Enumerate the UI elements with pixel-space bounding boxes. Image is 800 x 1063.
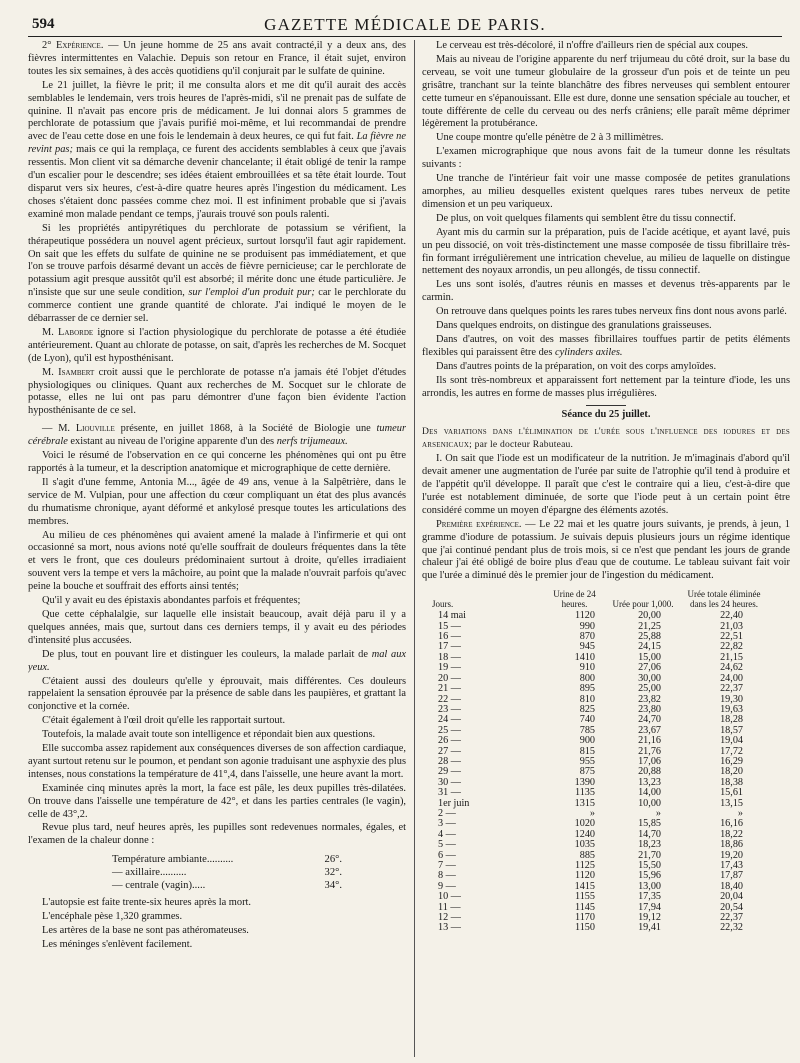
table-cell: 24,70	[638, 714, 661, 726]
table-cell: 22,32	[720, 922, 743, 934]
table-cell: 17,87	[720, 870, 743, 882]
table-cell: 24,00	[720, 672, 743, 684]
paragraph: C'était également à l'œil droit qu'elle les rapportait surtout.	[42, 715, 286, 727]
paragraph: Le cerveau est très-décoloré, il n'offre d'ailleurs rien de spécial aux coupes.	[436, 40, 748, 51]
paragraph: Dans d'autres points de la préparation, on voit des corps amyloïdes.	[436, 360, 717, 372]
table-cell: 1415	[574, 880, 595, 892]
paragraph: Au milieu de ces phénomènes qui avaient amené la malade à l'infirmerie et qui ont occasionné sa mort, nous avions noté qu'elle souffrait de douleurs fréquentes dans la tête et vers le front, que ces douleurs prédominaient surtout à droite, qu'elles irradiaient souvent vers la tempe et vers la mâchoire, au point que la malade n'ouvrait parfois qu'avec peine la bouche et souffrait des efforts ainsi tentés;	[28, 529, 406, 593]
table-cell: 15,96	[638, 870, 661, 882]
table-cell: 23,80	[638, 703, 661, 715]
table-cell: 870	[579, 631, 595, 643]
paragraph: Les artères de la base ne sont pas athéromateuses.	[42, 925, 249, 937]
table-cell: 24,62	[720, 662, 743, 674]
table-cell: 22,82	[720, 641, 743, 653]
table-cell: 20,54	[720, 901, 743, 913]
paragraph: Elle succomba assez rapidement aux conséquences diverses de son affection cardiaque, ayant surtout retenu sur le poumon, et pendant son agonie traduisant une asphyxie des plus intenses, nous constations la température de 41°,4, dans l'aisselle, une heure avant la mort.	[28, 743, 406, 780]
paragraph: — M. Liouville présente, en juillet 1868, à la Société de Biologie une tumeur cérébrale existant au niveau de l'origine apparente d'un des nerfs trijumeaux.	[28, 423, 406, 448]
table-cell: 24 —	[438, 715, 461, 726]
table-cell: 22,37	[720, 683, 743, 695]
table-cell: 19,12	[638, 912, 661, 924]
table-cell: 18,22	[720, 828, 743, 840]
paragraph: 2° Expérience. — Un jeune homme de 25 ans avait contracté,il y a deux ans, des fièvres intermittentes en Valachie. Depuis son retour en France, il était sujet, environ toutes les six semaines, à des accès quotidiens qu'il conjurait par le sulfate de quinine.	[28, 40, 406, 77]
table-cell: 23,67	[638, 724, 661, 736]
column-header: Urée pour 1,000.	[612, 599, 674, 610]
table-cell: 1er juin	[438, 798, 470, 809]
table-cell: 22 —	[438, 694, 461, 705]
table-cell: 25 —	[438, 725, 461, 736]
table-cell: 19,41	[638, 922, 661, 934]
temperature-row: — axillaire.......... 32°.	[112, 867, 342, 879]
table-cell: 19,20	[720, 849, 743, 861]
table-cell: 810	[579, 693, 595, 705]
table-cell: 895	[579, 683, 595, 695]
table-cell: 18,28	[720, 714, 743, 726]
table-cell: »	[737, 807, 743, 819]
table-cell: 16,16	[720, 818, 743, 830]
paragraph: Qu'il y avait eu des épistaxis abondantes parfois et fréquentes;	[42, 595, 301, 607]
column-header: Urine de 24 heures.	[553, 589, 596, 610]
table-cell: 1120	[575, 610, 595, 622]
table-cell: 20,88	[638, 766, 661, 778]
left-column	[28, 40, 406, 1057]
table-cell: 30,00	[638, 672, 661, 684]
table-cell: 8 —	[438, 871, 456, 882]
table-cell: 910	[579, 662, 595, 674]
table-cell: 5 —	[438, 840, 456, 851]
table-cell: 13,15	[720, 797, 743, 809]
paragraph: Toutefois, la malade avait toute son intelligence et répondait bien aux questions.	[42, 729, 376, 741]
table-cell: 1315	[574, 797, 595, 809]
table-cell: 1155	[575, 891, 595, 903]
table-cell: 825	[579, 703, 595, 715]
paragraph: Ayant mis du carmin sur la préparation, puis de l'acide acétique, et ayant lavé, puis un peu dissocié, on voit très-distinctement une masse composée de tissu fibrillaire très-fin formant irrégulièrement une intrication chevelue, au milieu de laquelle on distingue nettement des noyaux arrondis, un peu allongés, de tissu connectif.	[422, 226, 790, 277]
table-cell: 19,63	[720, 703, 743, 715]
table-row	[422, 736, 790, 746]
table-cell: 1170	[575, 912, 595, 924]
temperature-row: Température ambiante.......... 26°.	[112, 854, 342, 866]
paragraph: L'encéphale pèse 1,320 grammes.	[42, 911, 183, 923]
table-body	[422, 611, 790, 934]
table-cell: 1120	[575, 870, 595, 882]
table-cell: 16 —	[438, 632, 461, 643]
table-cell: 22,40	[720, 610, 743, 622]
table-cell: 990	[579, 620, 595, 632]
journal-title: GAZETTE MÉDICALE DE PARIS.	[264, 15, 546, 34]
table-cell: 1240	[574, 828, 595, 840]
paragraph: Le 21 juillet, la fièvre le prit; il me consulta alors et me dit qu'il aurait des accès semblables le lendemain, vers trois heures de l'après-midi, s'il ne prenait pas de sulfate de quinine. Il n'avait pas encore pris de médicament. Je lui donnai alors 5 grammes de perchlorate de potassium que j'avais purifié moi-même, et lui recommandai de prendre avec de l'eau cette dose en une fois le lendemain à deux heures, ce qui fut fait. La fièvre ne revint pas; mais ce qui la remplaça, ce furent des accidents semblables à ceux que j'avais ressentis. Mon client vit sa démarche devenir chancelante; il était obligé de tenir la rampe d'un escalier pour le descendre; ses idées étaient embrouillées et sa tête était lourde. Tout disparut vers six heures, c'est-à-dire quatre heures après l'ingestion du médicament. Les choses s'étaient donc passées comme chez moi. Il est infiniment probable que si j'avais examiné mon malade pendant ce temps, j'aurais trouvé son pouls ralenti.	[28, 79, 406, 220]
table-cell: 4 —	[438, 829, 456, 840]
table-cell: 785	[579, 724, 595, 736]
table-cell: 20,00	[638, 610, 661, 622]
table-cell: 18,20	[720, 766, 743, 778]
table-cell: 13 —	[438, 923, 461, 934]
table-cell: 18,57	[720, 724, 743, 736]
paragraph: C'étaient aussi des douleurs qu'elle y éprouvait, mais différentes. Ces douleurs rappelaient la sensation éprouvée par la présence de sable dans les paupières, et grattant la conjonctive et la cornée.	[28, 675, 406, 713]
paragraph: M. Isambert croit aussi que le perchlorate de potasse n'a jamais été l'objet d'études physiologiques ou cliniques. Quant aux recherches de M. Socquet sur le chlorate de potasse, elles ne lui ont pas paru démontrer d'une façon bien évidente l'action hyposthénisante de ce sel.	[28, 366, 406, 417]
table-cell: 28 —	[438, 756, 461, 767]
paragraph: Il s'agit d'une femme, Antonia M..., âgée de 49 ans, venue à la Salpêtrière, dans le service de M. Vulpian, pour une affection du cœur compliquant un état des plus avancés du rhumatisme chronique, ayant déformé et ankylosé presque toutes les articulations des membres.	[28, 476, 406, 527]
paragraph: Si les propriétés antipyrétiques du perchlorate de potassium se vérifient, la thérapeutique possédera un nouvel agent précieux, surtout lorsqu'il faut agir rapidement. On sait que les effets du sulfate de quinine ne se produisent pas immédiatement, et que l'on se trouve parfois désarmé devant un accès de fièvre pernicieuse; car le perchlorate de potassium agit presque aussitôt qu'il est absorbé; il mérite donc une étude particulière. Je n'insiste que sur une seule condition, sur l'emploi d'un produit pur; car le perchlorate du commerce contient une grande quantité de chlorate. J'ai indiqué le moyen de le débarrasser de ce dernier sel.	[28, 222, 406, 325]
table-cell: 15,61	[720, 787, 743, 799]
table-cell: 740	[579, 714, 595, 726]
table-cell: 14 mai	[438, 611, 467, 622]
session-heading: Séance du 25 juillet.	[422, 405, 790, 422]
table-cell: 1410	[574, 651, 595, 663]
table-cell: 29 —	[438, 767, 461, 778]
paragraph: Mais au niveau de l'origine apparente du nerf trijumeau du côté droit, sur la base du cerveau, se voit une tumeur globulaire de la grosseur d'un pois et de teinte un peu grisâtre, tranchant sur la teinte blanchâtre des fibres nerveuses qui semblent entourer cette tumeur en s'épanouissant. Elle est dure, donne une sensation spéciale au toucher, et toute différente de celle du cerveau ou des nerfs crâniens; elle paraît même déprimer légèrement la protubérance.	[422, 53, 790, 130]
table-cell: 21,03	[720, 620, 743, 632]
table-cell: 3 —	[438, 819, 456, 830]
table-cell: 20 —	[438, 673, 461, 684]
table-cell: 17 —	[438, 642, 461, 653]
table-cell: 17,94	[638, 901, 661, 913]
table-cell: 12 —	[438, 913, 461, 924]
paragraph: On retrouve dans quelques points les rares tubes nerveux fins dont nous avons parlé.	[436, 306, 787, 318]
table-cell: 955	[579, 755, 595, 767]
table-cell: 22,51	[720, 631, 743, 643]
paragraph: Première expérience. — Le 22 mai et les quatre jours suivants, je prends, à jeun, 1 gramme d'iodure de potassium. Je suivais depuis plusieurs jours un régime identique que j'ai continué pendant plus de trois mois, si ce n'est que pendant les jours de grande chaleur j'ai été obligé de boire plus d'eau que de coutume. Le tableau suivant fait voir que l'urée a diminué dès le premier jour de l'ingestion du médicament.	[422, 518, 790, 582]
table-cell: 25,00	[638, 683, 661, 695]
table-cell: 800	[579, 672, 595, 684]
table-cell: 24,15	[638, 641, 661, 653]
table-cell: 1125	[575, 860, 595, 871]
table-cell: 21 —	[438, 684, 461, 695]
table-cell: 17,35	[638, 891, 661, 903]
table-row	[422, 684, 790, 694]
table-cell: 23 —	[438, 704, 461, 715]
page-number: 594	[32, 16, 55, 32]
table-cell: »	[655, 807, 661, 819]
table-cell: 21,15	[720, 651, 743, 663]
temperature-list	[112, 853, 342, 892]
table-cell: 1150	[575, 922, 595, 934]
table-cell: 22,37	[720, 912, 743, 924]
column-header: Urée totale éliminée dans les 24 heures.	[687, 589, 761, 610]
table-cell: 21,70	[638, 849, 661, 861]
table-cell: 18,38	[720, 776, 743, 788]
paragraph: Les méninges s'enlèvent facilement.	[42, 939, 193, 950]
table-cell: 19,30	[720, 693, 743, 705]
paragraph: Dans quelques endroits, on distingue des granulations graisseuses.	[436, 320, 712, 332]
table-cell: 10,00	[638, 797, 661, 809]
page-header	[28, 10, 782, 37]
table-cell: 2 —	[438, 808, 456, 819]
table-cell: 31 —	[438, 788, 461, 799]
right-column	[422, 40, 790, 1057]
paragraph: Revue plus tard, neuf heures après, les pupilles sont redevenues normales, égales, et l'examen de la chaleur donne :	[28, 822, 406, 847]
paragraph: Que cette céphalalgie, sur laquelle elle insistait beaucoup, avait déjà paru il y a quelques années, mais que, surtout dans ces derniers temps, il y avait eu des périodes d'intensité plus accusées.	[28, 608, 406, 646]
table-cell: 17,72	[720, 745, 743, 757]
table-cell: 30 —	[438, 777, 461, 788]
table-cell: 18,86	[720, 839, 743, 851]
table-cell: 20,04	[720, 891, 743, 903]
table-cell: 1035	[574, 839, 595, 851]
table-cell: 25,88	[638, 631, 661, 643]
table-cell: 19 —	[438, 663, 461, 674]
table-cell: 900	[579, 735, 595, 747]
paragraph: De plus, tout en pouvant lire et distinguer les couleurs, la malade parlait de mal aux yeux.	[28, 648, 406, 673]
table-cell: 14,00	[638, 787, 661, 799]
table-cell: 15,50	[638, 860, 661, 871]
table-cell: 18,23	[638, 839, 661, 851]
table-cell: »	[589, 807, 595, 819]
table-cell: 13,00	[638, 880, 661, 892]
table-cell: 13,23	[638, 776, 661, 788]
paragraph: Une tranche de l'intérieur fait voir une masse composée de petites granulations amorphes, au milieu desquelles existent quelques rares tubes nerveux de petite dimension et un peu variqueux.	[422, 173, 790, 210]
paragraph: Les uns sont isolés, d'autres réunis en masses et devenus très-apparents par le carmin.	[422, 279, 790, 304]
article-columns	[28, 40, 790, 1057]
table-cell: 21,25	[638, 620, 661, 632]
table-cell: 1135	[575, 787, 595, 799]
table-cell: 17,06	[638, 755, 661, 767]
paragraph: Dans d'autres, on voit des masses fibrillaires touffues partir de petits éléments flexibles qui paraissent être des cylinders axiles.	[422, 333, 790, 358]
paragraph: M. Laborde ignore si l'action physiologique du perchlorate de potasse a été étudiée antérieurement. Quant au chlorate de potasse, on sait, d'après les recherches de M. Socquet (de Lyon), qu'il est hyposthénisant.	[28, 326, 406, 364]
paragraph: De plus, on voit quelques filaments qui semblent être du tissu connectif.	[436, 212, 736, 224]
paragraph: Voici le résumé de l'observation en ce qui concerne les phénomènes qui ont pu être rapportés à la tumeur, et la description anatomique et micrographique de cette dernière.	[28, 450, 406, 474]
table-cell: 885	[579, 849, 595, 861]
table-cell: 18,40	[720, 880, 743, 892]
paragraph: L'autopsie est faite trente-six heures après la mort.	[42, 897, 252, 909]
table-cell: 815	[579, 745, 595, 757]
paragraph: L'examen micrographique que nous avons fait de la tumeur donne les résultats suivants :	[422, 146, 790, 171]
table-cell: 26 —	[438, 736, 461, 747]
table-cell: 16,29	[720, 755, 743, 767]
table-cell: 6 —	[438, 850, 456, 861]
table-cell: 7 —	[438, 861, 456, 871]
table-row	[422, 923, 790, 933]
table-cell: 21,16	[638, 735, 661, 747]
table-cell: 15 —	[438, 621, 461, 632]
table-cell: 19,04	[720, 735, 743, 747]
table-cell: 23,82	[638, 693, 661, 705]
table-row	[422, 799, 790, 809]
column-header: Jours.	[432, 599, 454, 610]
table-cell: 27,06	[638, 662, 661, 674]
paragraph: Ils sont très-nombreux et apparaissent fort nettement par la teinture d'iode, les uns arrondis, les autres en forme de masses plus irrégulières.	[422, 374, 790, 399]
table-cell: 14,70	[638, 828, 661, 840]
temperature-row: — centrale (vagin)..... 34°.	[112, 880, 342, 892]
section-title: Des variations dans l'élimination de l'urée sous l'influence des iodures et des arsenicaux; par le docteur Rabuteau.	[422, 426, 790, 451]
table-cell: 1390	[574, 776, 595, 788]
table-cell: 11 —	[438, 902, 461, 913]
table-cell: 15,85	[638, 818, 661, 830]
table-cell: 21,76	[638, 745, 661, 757]
table-cell: 1145	[575, 901, 595, 913]
column-divider	[414, 40, 415, 1057]
table-cell: 1020	[574, 818, 595, 830]
paragraph: Une coupe montre qu'elle pénètre de 2 à 3 millimètres.	[436, 132, 664, 144]
table-cell: 9 —	[438, 881, 456, 892]
table-header	[422, 589, 790, 609]
table-cell: 10 —	[438, 892, 461, 903]
table-row	[422, 788, 790, 798]
table-cell: 27 —	[438, 746, 461, 757]
paragraph: I. On sait que l'iode est un modificateur de la nutrition. Je m'imaginais d'abord qu'il devait amener une augmentation de l'urée par suite de l'atrophie qu'il tend à produire et de l'appétit qu'il développe. Il paraît que c'est le contraire qui a lieu, c'est-à-dire que l'urée est notablement diminuée, de sorte que l'iode peut à un certain point être considéré comme un moyen d'épargne des éléments azotés.	[422, 453, 790, 516]
table-cell: 15,00	[638, 651, 661, 663]
table-cell: 18 —	[438, 652, 461, 663]
table-cell: 17,43	[720, 860, 743, 871]
urea-table	[422, 589, 790, 934]
paragraph: Examinée cinq minutes après la mort, la face est pâle, les deux pupilles très-dilatées. On trouve dans l'aisselle une température de 42°, et dans les parties centrales (le vagin), celle de 43°,2.	[28, 782, 406, 820]
table-cell: 875	[579, 766, 595, 778]
table-cell: 945	[579, 641, 595, 653]
